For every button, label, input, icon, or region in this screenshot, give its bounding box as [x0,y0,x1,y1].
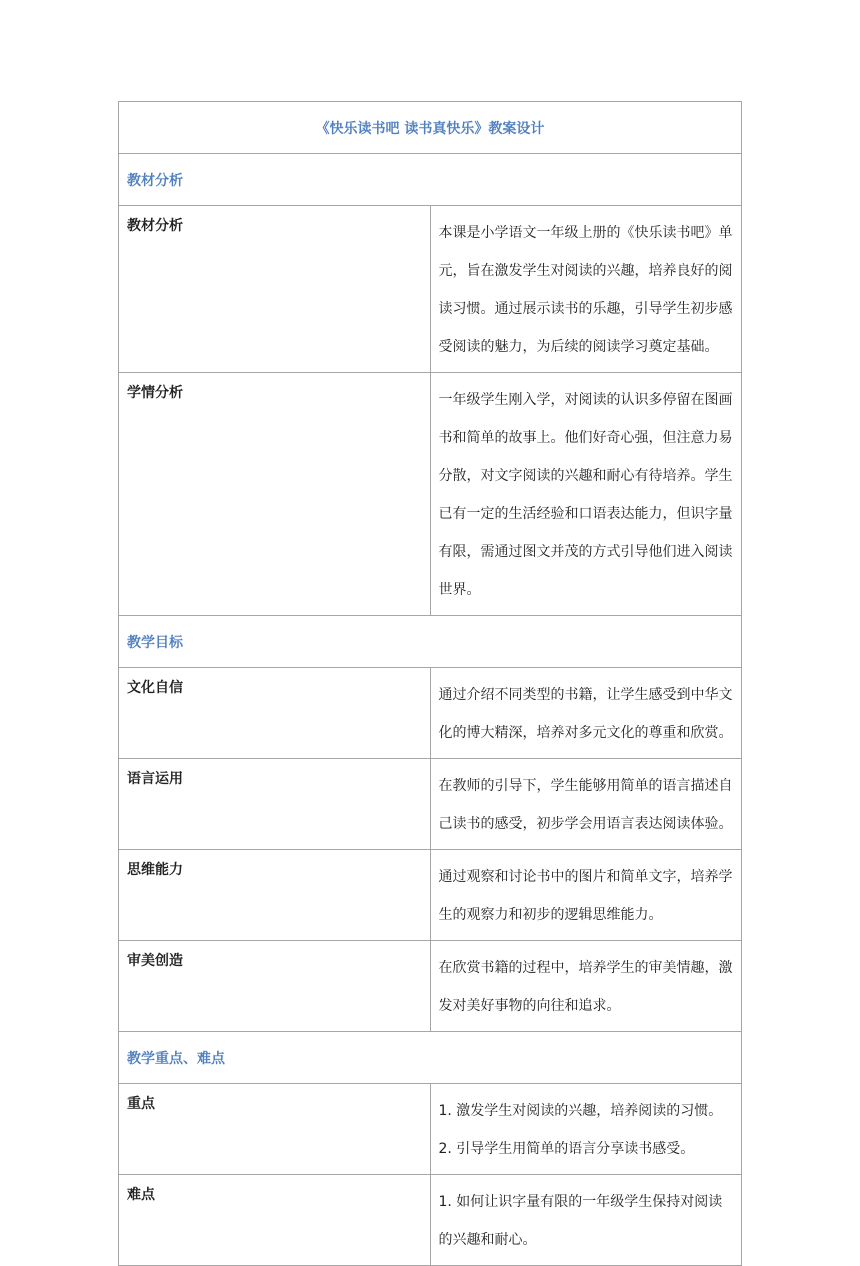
table-row [119,1084,742,1175]
section-heading-goals: 教学目标 [119,616,742,668]
list-item: 1. 如何让识字量有限的一年级学生保持对阅读的兴趣和耐心。 [438,1194,723,1248]
table-row [119,759,742,850]
document-title: 《快乐读书吧 读书真快乐》教案设计 [119,102,742,154]
row-content: 本课是小学语文一年级上册的《快乐读书吧》单元，旨在激发学生对阅读的兴趣，培养良好的阅读习惯。通过展示读书的乐趣，引导学生初步感受阅读的魅力，为后续的阅读学习奠定基础。 [430,206,742,373]
section-heading-keypoints: 教学重点、难点 [119,1032,742,1084]
table-row [119,941,742,1032]
table-row [119,668,742,759]
list-item: 2. 引导学生用简单的语言分享读书感受。 [438,1141,695,1157]
row-content: 在欣赏书籍的过程中，培养学生的审美情趣，激发对美好事物的向往和追求。 [430,941,742,1032]
row-content: 一年级学生刚入学，对阅读的认识多停留在图画书和简单的故事上。他们好奇心强，但注意力易分散，对文字阅读的兴趣和耐心有待培养。学生已有一定的生活经验和口语表达能力，但识字量有限，需通过图文并茂的方式引导他们进入阅读世界。 [430,373,742,616]
section-heading-analysis: 教材分析 [119,154,742,206]
title-row [119,102,742,154]
table-row [119,1175,742,1266]
row-label: 难点 [119,1175,431,1266]
row-label: 学情分析 [119,373,431,616]
table-row [119,850,742,941]
section-header-row [119,154,742,206]
row-content [430,1084,742,1175]
table-row [119,373,742,616]
row-content [430,1175,742,1266]
row-content: 在教师的引导下，学生能够用简单的语言描述自己读书的感受，初步学会用语言表达阅读体验。 [430,759,742,850]
list-item: 1. 激发学生对阅读的兴趣，培养阅读的习惯。 [438,1103,723,1119]
row-label: 审美创造 [119,941,431,1032]
section-header-row [119,616,742,668]
row-content: 通过观察和讨论书中的图片和简单文字，培养学生的观察力和初步的逻辑思维能力。 [430,850,742,941]
row-label: 重点 [119,1084,431,1175]
row-label: 思维能力 [119,850,431,941]
row-label: 语言运用 [119,759,431,850]
row-content: 通过介绍不同类型的书籍，让学生感受到中华文化的博大精深，培养对多元文化的尊重和欣赏。 [430,668,742,759]
lesson-plan-table [118,101,742,1266]
section-header-row [119,1032,742,1084]
row-label: 教材分析 [119,206,431,373]
table-row [119,206,742,373]
row-label: 文化自信 [119,668,431,759]
